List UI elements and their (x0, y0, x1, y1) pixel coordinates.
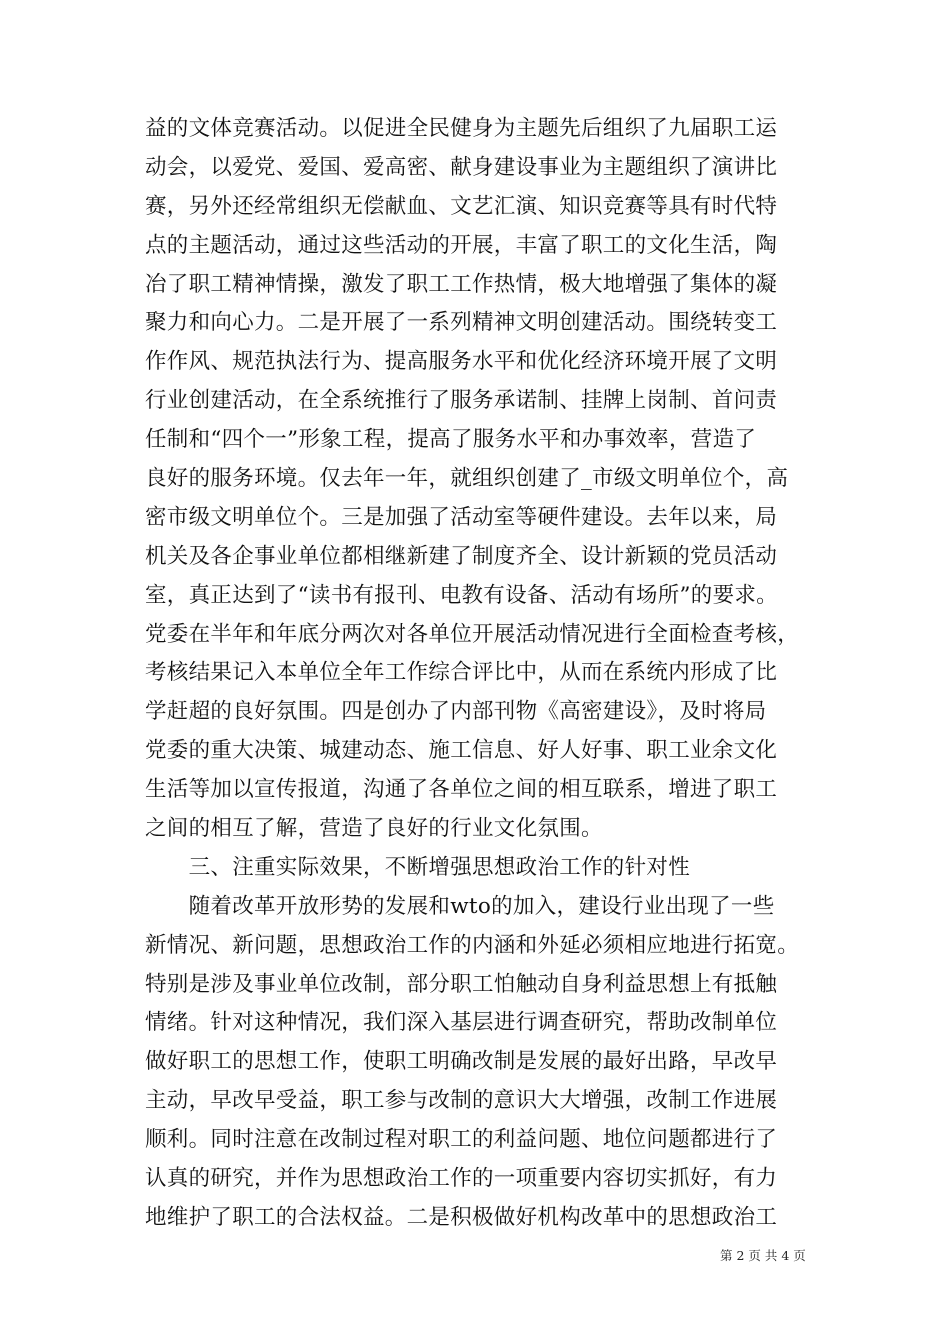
text-line: 良好的服务环境。仅去年一年，就组织创建了_市级文明单位个，高 (145, 466, 789, 492)
text-line: 之间的相互了解，营造了良好的行业文化氛围。 (145, 816, 603, 842)
text-line: 赛，另外还经常组织无偿献血、文艺汇演、知识竞赛等具有时代特 (145, 193, 778, 219)
text-line: 密市级文明单位个。三是加强了活动室等硬件建设。去年以来，局 (145, 504, 778, 530)
text-line: 行业创建活动，在全系统推行了服务承诺制、挂牌上岗制、首问责 (145, 388, 778, 414)
body-text (145, 110, 815, 1238)
text-line: 作作风、规范执法行为、提高服务水平和优化经济环境开展了文明 (145, 349, 778, 375)
text-line: 益的文体竞赛活动。以促进全民健身为主题先后组织了九届职工运 (145, 116, 778, 141)
text-line: 点的主题活动，通过这些活动的开展，丰富了职工的文化生活，陶 (145, 232, 778, 258)
text-line: 主动，早改早受益，职工参与改制的意识大大增强，改制工作进展 (145, 1088, 778, 1114)
text-line: 聚力和向心力。二是开展了一系列精神文明创建活动。围绕转变工 (145, 310, 778, 336)
text-line: 顺利。同时注意在改制过程对职工的利益问题、地位问题都进行了 (145, 1127, 778, 1153)
text-line: 考核结果记入本单位全年工作综合评比中，从而在系统内形成了比 (145, 660, 778, 686)
section-heading: 三、注重实际效果，不断增强思想政治工作的针对性 (145, 854, 691, 880)
text-line: 做好职工的思想工作，使职工明确改制是发展的最好出路，早改早 (145, 1049, 778, 1075)
text-line: 随着改革开放形势的发展和wto的加入，建设行业出现了一些 (145, 893, 775, 919)
text-line: 机关及各企事业单位都相继新建了制度齐全、设计新颖的党员活动 (145, 543, 778, 569)
text-line: 任制和“四个一”形象工程，提高了服务水平和办事效率，营造了 (145, 427, 757, 453)
text-line: 地维护了职工的合法权益。二是积极做好机构改革中的思想政治工 (145, 1204, 778, 1230)
text-line: 学赶超的良好氛围。四是创办了内部刊物《高密建设》，及时将局 (145, 699, 767, 725)
text-line: 生活等加以宣传报道，沟通了各单位之间的相互联系，增进了职工 (145, 777, 778, 803)
text-line: 新情况、新问题，思想政治工作的内涵和外延必须相应地进行拓宽。 (145, 932, 800, 958)
text-line: 认真的研究，并作为思想政治工作的一项重要内容切实抓好，有力 (145, 1166, 778, 1192)
text-line: 室，真正达到了“读书有报刊、电教有设备、活动有场所”的要求。 (145, 582, 778, 608)
text-line: 冶了职工精神情操，激发了职工工作热情，极大地增强了集体的凝 (145, 271, 778, 297)
text-line: 党委在半年和年底分两次对各单位开展活动情况进行全面检查考核， (145, 621, 800, 647)
text-line: 党委的重大决策、城建动态、施工信息、好人好事、职工业余文化 (145, 738, 778, 764)
page-number-footer: 第 2 页 共 4 页 (720, 1248, 806, 1263)
text-line: 特别是涉及事业单位改制，部分职工怕触动自身利益思想上有抵触 (145, 971, 778, 997)
text-line: 情绪。针对这种情况，我们深入基层进行调查研究，帮助改制单位 (145, 1010, 778, 1036)
text-line: 动会，以爱党、爱国、爱高密、献身建设事业为主题组织了演讲比 (145, 154, 778, 180)
